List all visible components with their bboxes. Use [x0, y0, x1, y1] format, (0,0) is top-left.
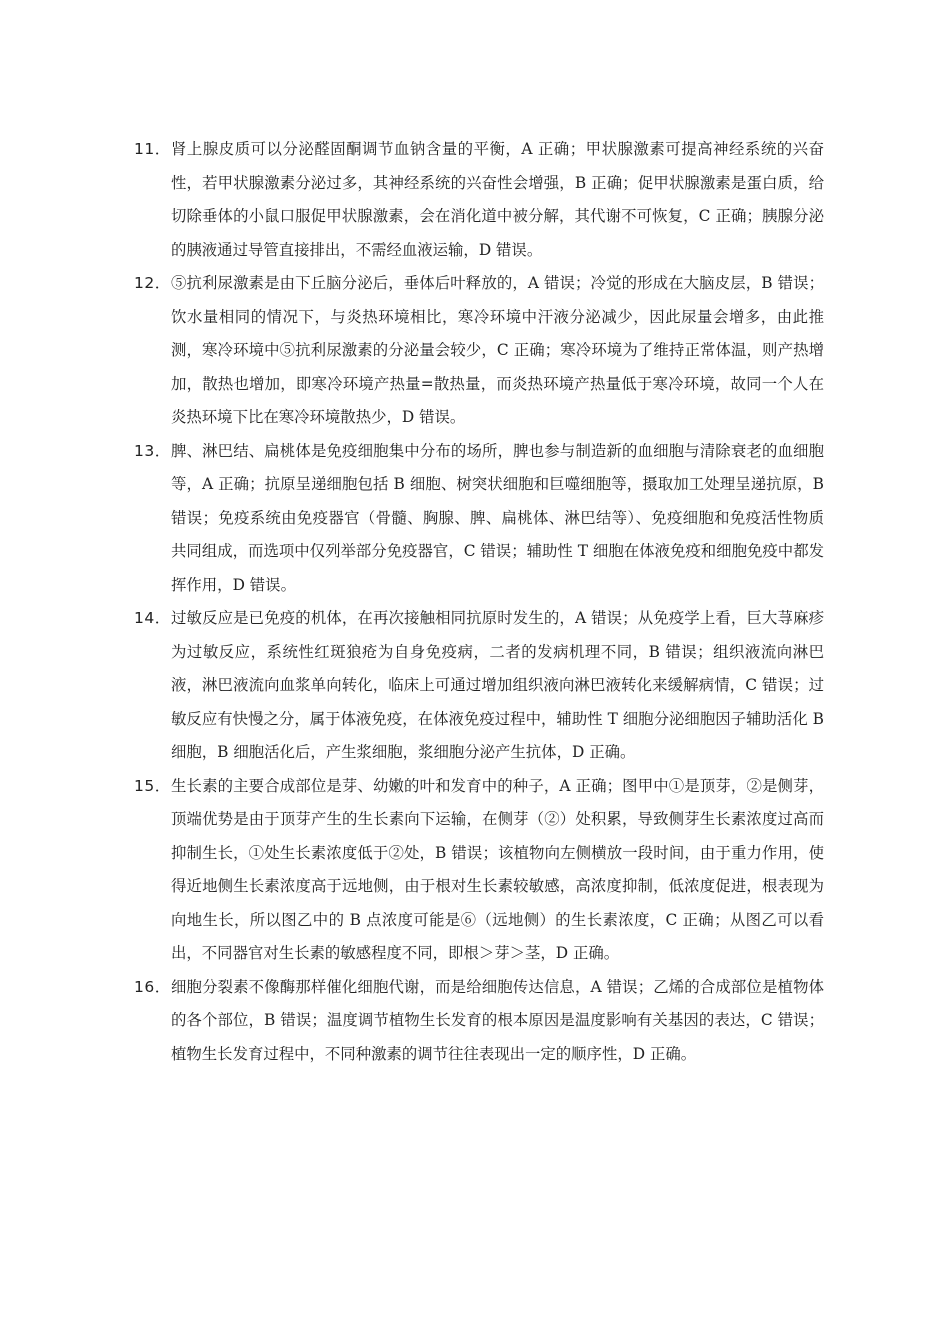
- answer-text: 生长素的主要合成部位是芽、幼嫩的叶和发育中的种子，A 正确；图甲中①是顶芽，②是侧芽，顶端优势是由于顶芽产生的生长素向下运输，在侧芽（②）处积累，导致侧芽生长素浓度过高而抑制生长，①处生长素浓度低于②处，B 错误；该植物向左侧横放一段时间，由于重力作用，使得近地侧生长素浓度高于远地侧，由于根对生长素较敏感，高浓度抑制，低浓度促进，根表现为向地生长，所以图乙中的 B 点浓度可能是⑥（远地侧）的生长素浓度，C 正确；从图乙可以看出，不同器官对生长素的敏感程度不同，即根＞芽＞茎，D 正确。: [171, 776, 824, 962]
- answer-number: 15．: [134, 776, 171, 795]
- answer-text: 过敏反应是已免疫的机体，在再次接触相同抗原时发生的，A 错误；从免疫学上看，巨大荨麻疹为过敏反应，系统性红斑狼疮为自身免疫病，二者的发病机理不同，B 错误；组织液流向淋巴液，淋巴液流向血浆单向转化，临床上可通过增加组织液向淋巴液转化来缓解病情，C 错误；过敏反应有快慢之分，属于体液免疫，在体液免疫过程中，辅助性 T 细胞分泌细胞因子辅助活化 B 细胞，B 细胞活化后，产生浆细胞，浆细胞分泌产生抗体，D 正确。: [171, 609, 824, 761]
- answer-number: 13．: [134, 441, 171, 460]
- answer-15: [134, 770, 824, 971]
- answer-number: 14．: [134, 609, 171, 627]
- answer-14: [134, 602, 824, 770]
- answer-number: 11．: [134, 140, 171, 158]
- answer-text: 肾上腺皮质可以分泌醛固酮调节血钠含量的平衡，A 正确；甲状腺激素可提高神经系统的兴奋性，若甲状腺激素分泌过多，其神经系统的兴奋性会增强，B 正确；促甲状腺激素是蛋白质，给切除垂体的小鼠口服促甲状腺激素，会在消化道中被分解，其代谢不可恢复，C 正确；胰腺分泌的胰液通过导管直接排出，不需经血液运输，D 错误。: [171, 140, 824, 259]
- answer-text: 细胞分裂素不像酶那样催化细胞代谢，而是给细胞传达信息，A 错误；乙烯的合成部位是植物体的各个部位，B 错误；温度调节植物生长发育的根本原因是温度影响有关基因的表达，C 错误；植物生长发育过程中，不同种激素的调节往往表现出一定的顺序性，D 正确。: [171, 977, 824, 1063]
- answer-13: [134, 435, 824, 603]
- answer-text: ⑤抗利尿激素是由下丘脑分泌后，垂体后叶释放的，A 错误；冷觉的形成在大脑皮层，B 错误；饮水量相同的情况下，与炎热环境相比，寒冷环境中汗液分泌减少，因此尿量会增多，由此推测，寒冷环境中⑤抗利尿激素的分泌量会较少，C 正确；寒冷环境为了维持正常体温，则产热增加，散热也增加，即寒冷环境产热量=散热量，而炎热环境产热量低于寒冷环境，故同一个人在炎热环境下比在寒冷环境散热少，D 错误。: [171, 274, 824, 426]
- answer-number: 16．: [134, 977, 171, 996]
- answer-11: [134, 133, 824, 267]
- answer-page: [134, 133, 824, 1071]
- answer-number: 12．: [134, 274, 171, 292]
- answer-text: 脾、淋巴结、扁桃体是免疫细胞集中分布的场所，脾也参与制造新的血细胞与清除衰老的血细胞等，A 正确；抗原呈递细胞包括 B 细胞、树突状细胞和巨噬细胞等，摄取加工处理呈递抗原，B 错误；免疫系统由免疫器官（骨髓、胸腺、脾、扁桃体、淋巴结等）、免疫细胞和免疫活性物质共同组成，而选项中仅列举部分免疫器官，C 错误；辅助性 T 细胞在体液免疫和细胞免疫中都发挥作用，D 错误。: [171, 441, 824, 594]
- answer-12: [134, 267, 824, 435]
- answer-16: [134, 971, 824, 1072]
